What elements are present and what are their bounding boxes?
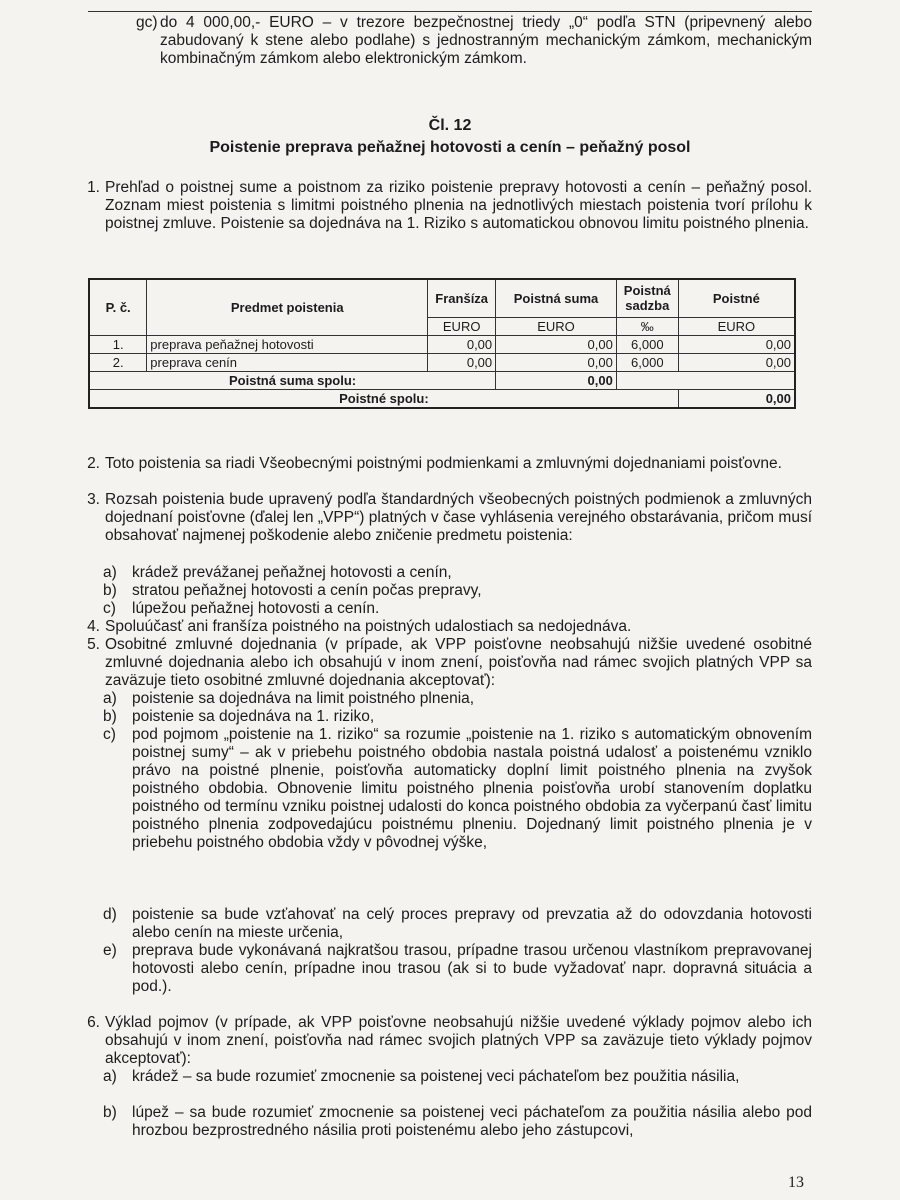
list-number: 5. <box>87 636 100 653</box>
list-text: Výklad pojmov (v prípade, ak VPP poisťovne neobsahujú nižšie uvedené výklady pojmov alebo ich obsahujú v inom znení, poisťovňa nad rámec svojich platných VPP sa zaväzuje tieto výklady pojmov akceptovať): <box>105 1014 812 1067</box>
cell-poistne: 0,00 <box>678 335 795 353</box>
header-sadzba: Poistná sadzba <box>616 279 678 317</box>
list-text: Rozsah poistenia bude upravený podľa štandardných všeobecných poistných podmienok a zmluvných dojednaní poisťovne (ďalej len „VPP“) platných v čase vyhlásenia verejného obstarávania, pričom musí obsahovať najmenej poškodenie alebo zničenie predmetu poistenia: <box>105 491 812 544</box>
total-premium-row <box>89 389 795 408</box>
list-number: 1. <box>87 179 100 196</box>
list-item-1 <box>70 179 812 233</box>
sub-item-3c <box>103 600 812 618</box>
sub-text: poistenie sa bude vzťahovať na celý proces prepravy od prevzatia až do odovzdania hotovosti alebo cenín na mieste určenia, <box>132 906 812 941</box>
sub-item-3a <box>103 564 812 582</box>
sub-item-5c <box>103 726 812 852</box>
header-fransiza: Franšíza <box>428 279 496 317</box>
header-predmet: Predmet poistenia <box>147 279 428 335</box>
top-rule <box>88 11 812 12</box>
list-item-2 <box>70 455 812 473</box>
unit-sadzba: ‰ <box>616 317 678 335</box>
cell-fransiza: 0,00 <box>428 335 496 353</box>
unit-poistne: EURO <box>678 317 795 335</box>
cell-sadzba: 6,000 <box>616 353 678 371</box>
total-sum-row <box>89 371 795 389</box>
cell-fransiza: 0,00 <box>428 353 496 371</box>
sub-item-5b <box>103 708 812 726</box>
list-item-4 <box>70 618 812 636</box>
sub-item-6a <box>103 1068 812 1086</box>
sub-text: lúpež – sa bude rozumieť zmocnenie sa poistenej veci páchateľom za použitia násilia alebo pod hrozbou bezprostredného násilia proti poistenému alebo jeho zástupcovi, <box>132 1104 812 1139</box>
sub-label: d) <box>103 906 117 923</box>
table-row <box>89 353 795 371</box>
cell-pc: 1. <box>89 335 147 353</box>
list-item-5 <box>70 636 812 690</box>
total-sum-label: Poistná suma spolu: <box>89 371 496 389</box>
cell-poistne: 0,00 <box>678 353 795 371</box>
page-number: 13 <box>788 1174 804 1191</box>
cell-sadzba: 6,000 <box>616 335 678 353</box>
sub-text: stratou peňažnej hotovosti a cenín počas prepravy, <box>132 582 482 599</box>
sub-text: poistenie sa dojednáva na limit poistného plnenia, <box>132 690 475 707</box>
unit-fransiza: EURO <box>428 317 496 335</box>
sub-item-5e <box>103 942 812 996</box>
sub-label: b) <box>103 708 117 725</box>
header-suma: Poistná suma <box>496 279 617 317</box>
cell-suma: 0,00 <box>496 335 617 353</box>
cell-suma: 0,00 <box>496 353 617 371</box>
sub-label: a) <box>103 690 117 707</box>
sub-label: c) <box>103 726 116 743</box>
sub-text: poistenie sa dojednáva na 1. riziko, <box>132 708 375 725</box>
header-pc: P. č. <box>89 279 147 335</box>
paragraph-gc <box>136 14 812 68</box>
sub-label: b) <box>103 1104 117 1121</box>
sub-label: b) <box>103 582 117 599</box>
cell-pc: 2. <box>89 353 147 371</box>
insurance-table <box>88 278 796 409</box>
total-sum-value: 0,00 <box>496 371 617 389</box>
article-title: Poistenie preprava peňažnej hotovosti a cenín – peňažný posol <box>209 139 691 156</box>
list-number: 2. <box>87 455 100 472</box>
list-text: Osobitné zmluvné dojednania (v prípade, ak VPP poisťovne neobsahujú nižšie uvedené osobitné zmluvné dojednania alebo ich obsahujú v inom znení, poisťovňa nad rámec svojich platných VPP sa zaväzuje tieto osobitné zmluvné dojednania akceptovať): <box>105 636 812 689</box>
sub-text: krádež – sa bude rozumieť zmocnenie sa poistenej veci páchateľom bez použitia násilia, <box>132 1068 740 1085</box>
table-row <box>89 335 795 353</box>
sub-label: c) <box>103 600 116 617</box>
header-poistne: Poistné <box>678 279 795 317</box>
list-item-6 <box>70 1014 812 1068</box>
list-text: Toto poistenia sa riadi Všeobecnými poistnými podmienkami a zmluvnými dojednaniami poisťovne. <box>105 455 782 472</box>
sub-label: e) <box>103 942 117 959</box>
article-number: Čl. 12 <box>428 117 472 134</box>
unit-suma: EURO <box>496 317 617 335</box>
list-text: Prehľad o poistnej sume a poistnom za riziko poistenie prepravy hotovosti a cenín – peňažný posol. Zoznam miest poistenia s limitmi poistného plnenia na jednotlivých miestach poistenia tvorí prílohu k poistnej zmluve. Poistenie sa dojednáva na 1. Riziko s automatickou obnovou limitu poistného plnenia. <box>105 179 812 232</box>
sub-text: lúpežou peňažnej hotovosti a cenín. <box>132 600 380 617</box>
sub-item-6b <box>103 1104 812 1140</box>
list-number: 6. <box>87 1014 100 1031</box>
sub-label: a) <box>103 1068 117 1085</box>
paragraph-text: do 4 000,00,- EURO – v trezore bezpečnostnej triedy „0“ podľa STN (pripevnený alebo zabudovaný k stene alebo podlahe) s jednostranným mechanickým zámkom, mechanickým kombinačným zámkom alebo elektronickým zámkom. <box>160 14 812 67</box>
sub-item-5a <box>103 690 812 708</box>
cell-predmet: preprava cenín <box>147 353 428 371</box>
total-premium-value: 0,00 <box>678 389 795 408</box>
total-premium-label: Poistné spolu: <box>89 389 678 408</box>
cell-predmet: preprava peňažnej hotovosti <box>147 335 428 353</box>
sub-text: preprava bude vykonávaná najkratšou trasou, prípadne trasou určenou vlastníkom prepravovanej hotovosti alebo cenín, prípadne inou trasou (ak si to bude vyžadovať napr. dopravná situácia a pod.). <box>132 942 812 995</box>
list-number: 3. <box>87 491 100 508</box>
sub-label: a) <box>103 564 117 581</box>
list-label: gc) <box>136 14 158 31</box>
list-number: 4. <box>87 618 100 635</box>
sub-item-5d <box>103 906 812 942</box>
list-text: Spoluúčasť ani franšíza poistného na poistných udalostiach sa nedojednáva. <box>105 618 632 635</box>
sub-item-3b <box>103 582 812 600</box>
list-item-3 <box>70 491 812 545</box>
sub-text: krádež prevážanej peňažnej hotovosti a cenín, <box>132 564 452 581</box>
sub-text: pod pojmom „poistenie na 1. riziko“ sa rozumie „poistenie na 1. riziko s automatickým obnovením poistnej sumy“ – ak v priebehu poistného obdobia nastala poistná udalosť a poistenému vzniklo právo na poistné plnenie, poisťovňa automaticky doplní limit poistného plnenia na zvyšok poistného obdobia. Obnovenie limitu poistného plnenia poisťovňa urobí stanovením doplatku poistného od termínu vzniku poistnej udalosti do konca poistného obdobia za vyčerpanú časť limitu poistného plnenia zodpovedajúcu poistnému plneniu. Dojednaný limit poistného plnenia je v priebehu poistného obdobia vždy v pôvodnej výške, <box>132 726 812 851</box>
